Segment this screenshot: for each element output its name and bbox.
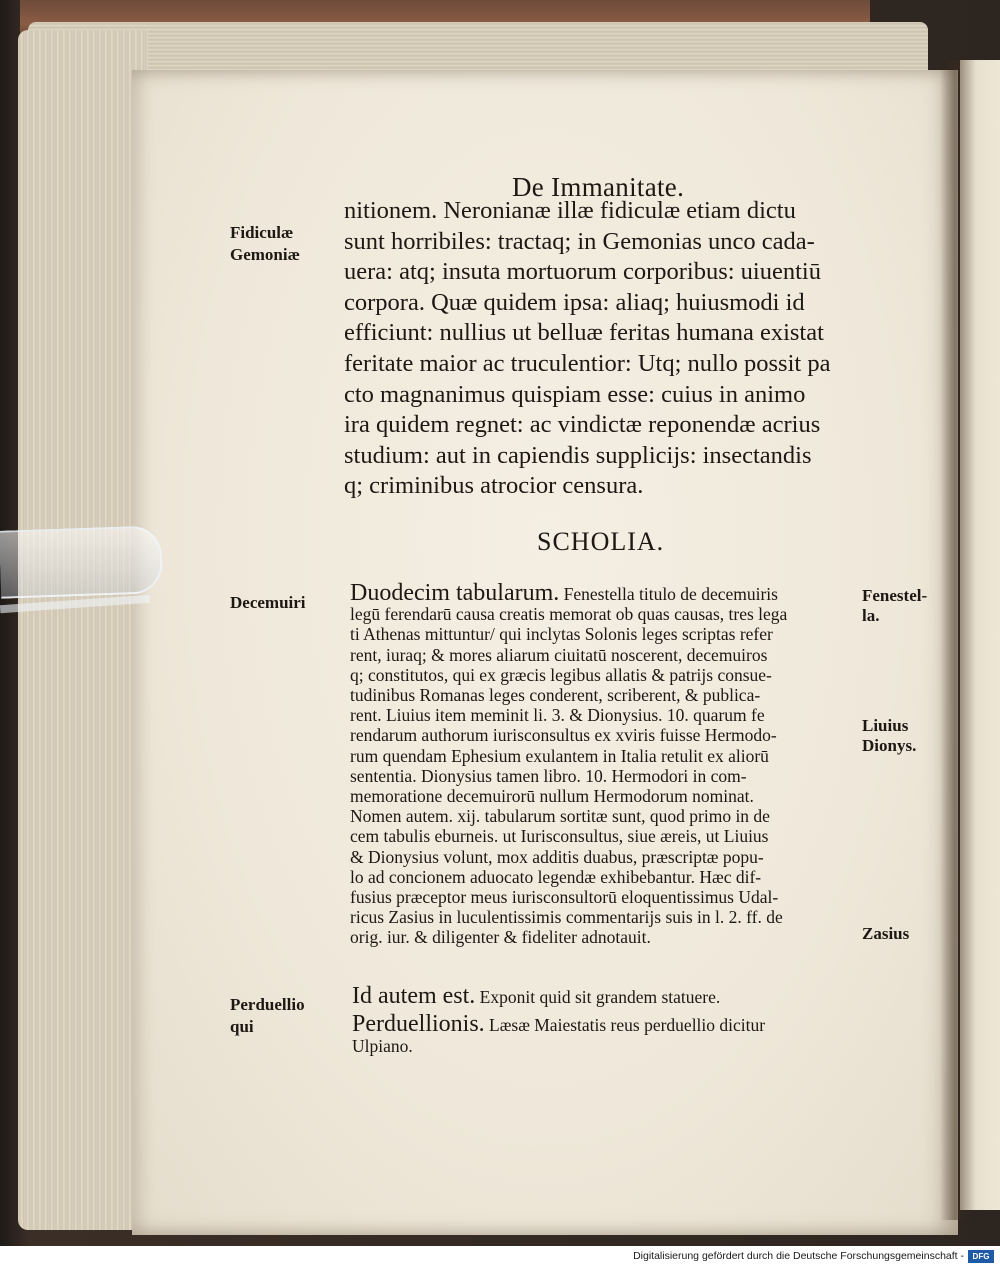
text-line: tudinibus Romanas leges conderent, scriberent, & publica-: [350, 685, 761, 706]
text-line: & Dionysius volunt, mox additis duabus, præscriptæ popu-: [350, 846, 764, 867]
text-line: efficiunt: nullius ut belluæ feritas humana existat: [344, 319, 824, 347]
text-line: orig. iur. & diligenter & fideliter adnotauit.: [350, 927, 651, 948]
text-line: ricus Zasius in luculentissimis commentarijs suis in l. 2. ff. de: [350, 907, 783, 928]
text-line: cto magnanimus quispiam esse: cuius in animo: [344, 380, 806, 408]
margin-line: Fenestel-: [862, 586, 928, 605]
lemma: Id autem est.: [352, 983, 476, 1009]
text-line: ti Athenas mittuntur/ qui inclytas Solonis leges scriptas refer: [350, 624, 773, 645]
lemma-rest: Fenestella titulo de decemuiris: [559, 584, 778, 604]
margin-line: Liuius: [862, 716, 909, 735]
margin-line: Perduellio: [230, 995, 305, 1014]
footer-bar: [0, 1246, 1000, 1268]
text-line: uera: atq; insuta mortuorum corporibus: uiuentiū: [344, 258, 821, 286]
text-line: rent, iuraq; & mores aliarum ciuitatū noscerent, decemuiros: [350, 644, 768, 665]
text-line: rendarum authorum iurisconsultus ex xviris fuisse Hermodo-: [350, 725, 777, 746]
margin-note-perduellio: [230, 994, 305, 1038]
margin-note-fenestella: [862, 586, 927, 626]
page-edges-left: [18, 30, 148, 1230]
main-text: [344, 196, 830, 502]
margin-note-decemuiri: Decemuiri: [230, 593, 306, 612]
text-line: fusius præceptor meus iurisconsultorū eloquentissimus Udal-: [350, 887, 779, 908]
text-line: ira quidem regnet: ac vindictæ reponendæ acrius: [344, 411, 821, 439]
text-line: feritate maior ac truculentior: Utq; nullo possit pa: [344, 349, 831, 377]
text-line: studium: aut in capiendis supplicijs: insectandis: [344, 441, 812, 469]
lemma-line: [352, 1011, 765, 1039]
lemma-rest: Exponit quid sit grandem statuere.: [475, 987, 721, 1007]
margin-note-zasius: Zasius: [862, 924, 910, 943]
margin-line: Gemoniæ: [230, 245, 300, 264]
text-line: rum quendam Ephesium exulantem in Italia retulit ex aliorū: [350, 745, 769, 766]
margin-line: la.: [862, 606, 880, 625]
text-line: q; criminibus atrocior censura.: [344, 472, 644, 500]
lemma: Duodecim tabularum.: [350, 580, 560, 606]
lemma: Perduellionis.: [352, 1011, 485, 1037]
margin-note-fidiculae: [230, 222, 300, 266]
text-line: cem tabulis eburneis. ut Iurisconsultus, siue æreis, ut Liuius: [350, 826, 769, 847]
scholia-text: [350, 580, 788, 948]
text-line: sententia. Dionysius tamen libro. 10. Hermodori in com-: [350, 765, 747, 786]
funding-note: Digitalisierung gefördert durch die Deutsche Forschungsgemeinschaft -: [633, 1250, 964, 1262]
text-line: Nomen autem. xij. tabularum sortitæ sunt, quod primo in de: [350, 806, 770, 827]
margin-line: Dionys.: [862, 736, 917, 755]
text-line: memoratione decemuirorū nullum Hermodorum nominat.: [350, 786, 754, 807]
running-header: De Immanitate.: [512, 172, 685, 202]
facing-page-edge: [960, 60, 1000, 1210]
text-line: nitionem. Neronianæ illæ fidiculæ etiam dictu: [344, 197, 796, 224]
margin-line: qui: [230, 1017, 254, 1036]
lemma-rest: Læsæ Maiestatis reus perduellio dicitur: [484, 1015, 766, 1035]
text-line: corpora. Quæ quidem ipsa: aliaq; huiusmodi id: [344, 288, 805, 316]
margin-line: Fidiculæ: [230, 223, 294, 242]
lemma-line: [352, 983, 765, 1011]
page-clip: [0, 525, 163, 599]
text-line: rent. Liuius item meminit li. 3. & Dionysius. 10. quarum fe: [350, 705, 765, 726]
text-line: q; constitutos, qui ex græcis legibus allatis & patrijs consue-: [350, 664, 772, 685]
scholia-heading: SCHOLIA.: [537, 527, 665, 556]
text-line: lo ad concionem aduocato legendæ exhibebantur. Hæc dif-: [350, 866, 762, 887]
dfg-logo: DFG: [968, 1250, 994, 1263]
scholia-first-line: [350, 580, 787, 606]
text-line: legū ferendarū causa creatis memorat ob quas causas, tres lega: [350, 604, 788, 625]
text-line: Ulpiano.: [352, 1036, 413, 1056]
scholia-lemmas: [352, 983, 765, 1060]
text-line: sunt horribiles: tractaq; in Gemonias unco cada-: [344, 227, 815, 255]
margin-note-liuius: [862, 716, 916, 756]
